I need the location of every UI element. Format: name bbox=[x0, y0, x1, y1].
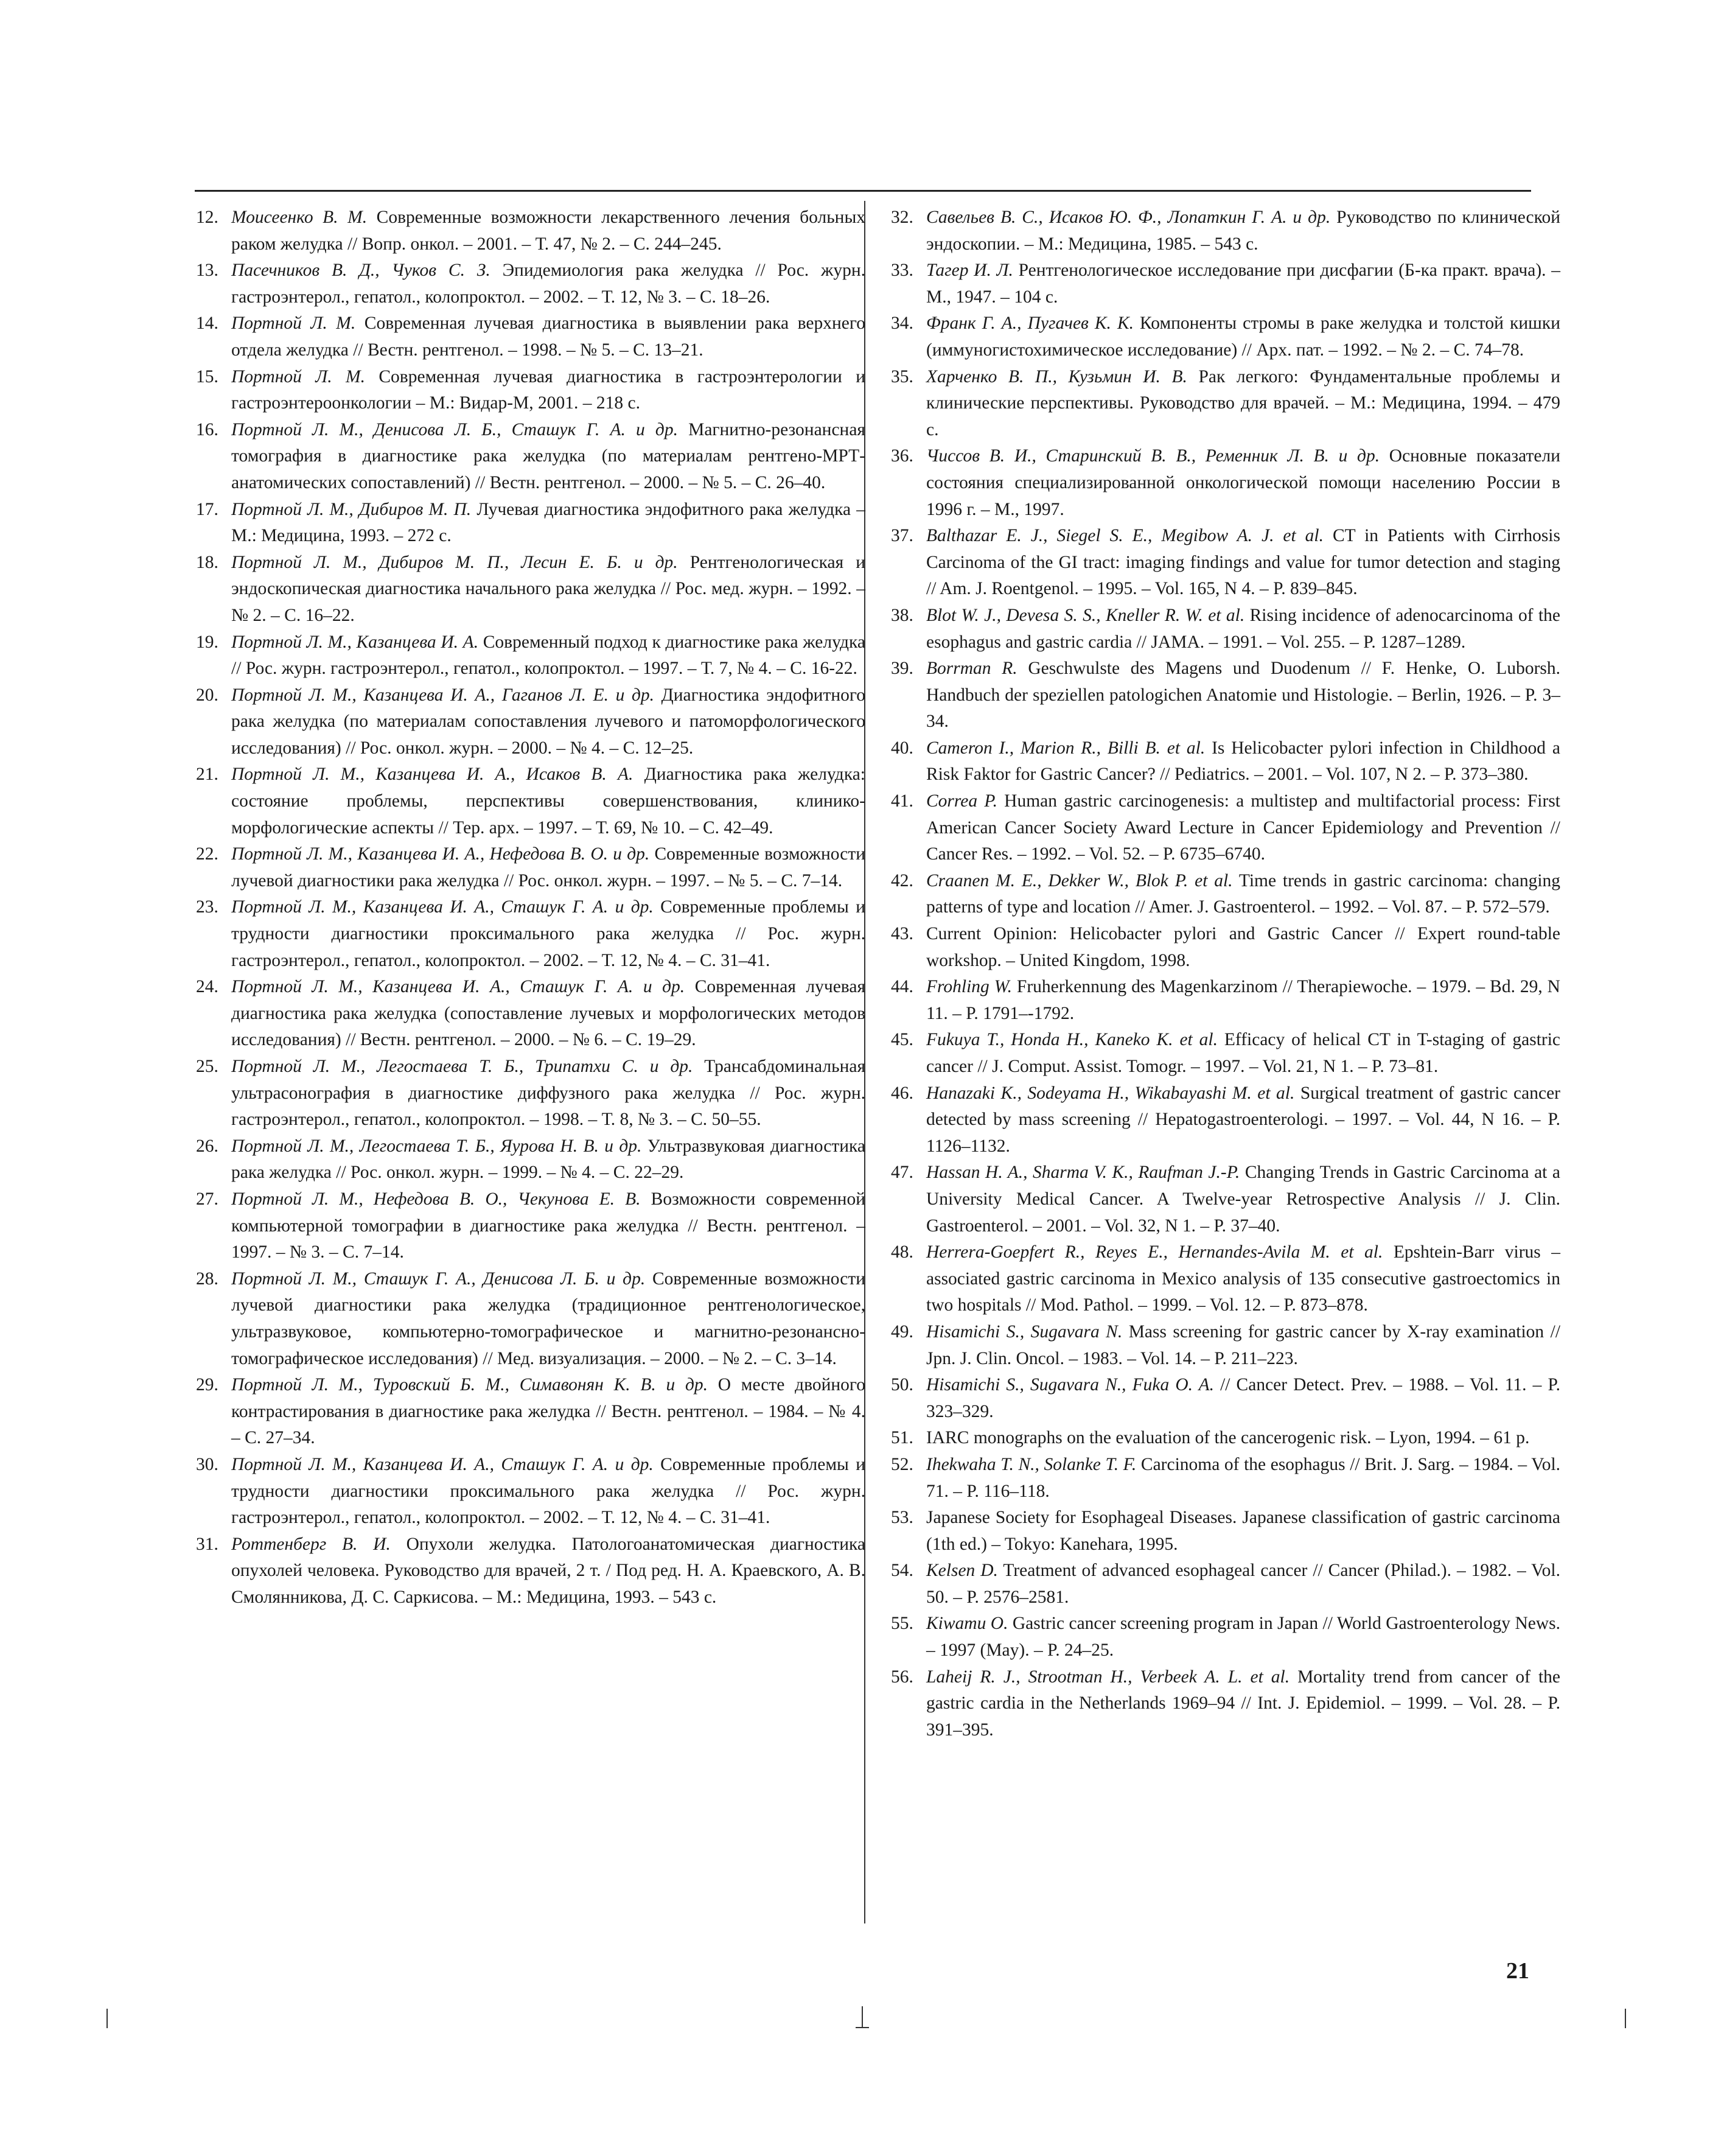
reference-text: Treatment of advanced esophageal cancer // Cancer (Philad.). – 1982. – Vol. 50. – P. 2576–2581. bbox=[926, 1561, 1561, 1607]
reference-entry bbox=[196, 550, 865, 629]
reference-body bbox=[231, 417, 865, 497]
reference-authors: Blot W. J., Devesa S. S., Kneller R. W. et al. bbox=[926, 605, 1245, 625]
reference-number: 39. bbox=[891, 659, 913, 679]
reference-authors: Савельев В. С., Исаков Ю. Ф., Лопаткин Г. А. и др. bbox=[926, 208, 1331, 227]
reference-body bbox=[231, 1372, 865, 1452]
reference-number: 26. bbox=[196, 1136, 218, 1156]
reference-entry bbox=[196, 205, 865, 257]
reference-authors: Hisamichi S., Sugavara N. bbox=[926, 1321, 1123, 1342]
reference-text: Efficacy of helical CT in T-staging of gastric cancer // J. Comput. Assist. Tomogr. – 1997. – Vol. 21, N 1. – P. 73–81. bbox=[926, 1030, 1561, 1076]
reference-body bbox=[231, 894, 865, 974]
reference-text: О месте двойного контрастирования в диагностике рака желудка // Вестн. рентгенол. – 1984. – № 4. – С. 27–34. bbox=[231, 1375, 866, 1448]
reference-authors: Cameron I., Marion R., Billi B. et al. bbox=[926, 738, 1206, 758]
reference-body bbox=[926, 1558, 1560, 1611]
reference-text: Ультразвуковая диагностика рака желудка // Рос. онкол. журн. – 1999. – № 4. – С. 22–29. bbox=[231, 1136, 865, 1183]
reference-entry bbox=[196, 974, 865, 1054]
reference-body bbox=[231, 550, 865, 629]
reference-text: Современные возможности лучевой диагностики рака желудка // Рос. онкол. журн. – 1997. – № 5. – С. 7–14. bbox=[231, 844, 865, 891]
reference-body bbox=[926, 1425, 1560, 1452]
reference-text: Руководство по клинической эндоскопии. – М.: Медицина, 1985. – 543 с. bbox=[926, 208, 1561, 254]
reference-text: Современные проблемы и трудности диагностики проксимального рака желудка // Рос. журн. гастроэнтерол., гепатол., колопроктол. – 2002. – Т. 12, № 4. – С. 31–41. bbox=[231, 1454, 866, 1528]
reference-body bbox=[926, 257, 1560, 310]
reference-text: Is Helicobacter pylori infection in Childhood a Risk Faktor for Gastric Cancer? // Pediatrics. – 2001. – Vol. 107, N 2. – P. 373–380. bbox=[926, 738, 1560, 785]
reference-entry bbox=[891, 1452, 1560, 1505]
reference-authors: Портной Л. М., Казанцева И. А., Нефедова В. О. и др. bbox=[231, 844, 650, 864]
reference-number: 44. bbox=[891, 977, 913, 997]
reference-body bbox=[231, 310, 865, 363]
reference-body bbox=[926, 974, 1560, 1027]
reference-authors: Hassan H. A., Sharma V. K., Raufman J.-P. bbox=[926, 1163, 1240, 1183]
reference-authors: Balthazar E. J., Siegel S. E., Megibow A. J. et al. bbox=[926, 526, 1324, 546]
reference-body bbox=[926, 205, 1560, 257]
reference-body bbox=[231, 841, 865, 894]
reference-authors: Correa P. bbox=[926, 791, 997, 811]
reference-entry bbox=[891, 1664, 1560, 1744]
reference-entry bbox=[196, 364, 865, 417]
reference-text: Geschwulste des Magens und Duodenum // F. Henke, O. Luborsh. Handbuch der speziellen patologichen Anatomie und Histologie. – Berlin, 1926. – P. 3–34. bbox=[926, 659, 1560, 732]
reference-number: 18. bbox=[196, 552, 218, 572]
reference-body bbox=[231, 1452, 865, 1531]
reference-text: Mortality trend from cancer of the gastric cardia in the Netherlands 1969–94 // Int. J. Epidemiol. – 1999. – Vol. 28. – P. 391–395. bbox=[926, 1667, 1561, 1740]
reference-body bbox=[926, 1239, 1560, 1319]
reference-authors: Портной Л. М., Легостаева Т. Б., Яурова Н. В. и др. bbox=[231, 1136, 642, 1156]
reference-entry bbox=[891, 974, 1560, 1027]
reference-entry bbox=[891, 1611, 1560, 1664]
reference-text: Современная лучевая диагностика в гастроэнтерологии и гастроэнтероонкологии – М.: Видар-М, 2001. – 218 с. bbox=[231, 366, 866, 413]
reference-entry bbox=[891, 443, 1560, 523]
reference-entry bbox=[891, 921, 1560, 974]
reference-body bbox=[926, 1027, 1560, 1080]
reference-number: 55. bbox=[891, 1614, 913, 1634]
reference-body bbox=[231, 205, 865, 257]
reference-text: Современный подход к диагностике рака желудка // Рос. журн. гастроэнтерол., гепатол., колопроктол. – 1997. – Т. 7, № 4. – С. 16-22. bbox=[231, 632, 865, 679]
reference-text: Возможности современной компьютерной томографии в диагностике рака желудка // Вестн. рентгенол. – 1997. – № 3. – С. 7–14. bbox=[231, 1189, 866, 1262]
reference-authors: Портной Л. М., Дибиров М. П. bbox=[231, 499, 472, 519]
reference-number: 56. bbox=[891, 1667, 913, 1687]
reference-entry bbox=[891, 1505, 1560, 1558]
reference-authors: Портной Л. М., Денисова Л. Б., Сташук Г. А. и др. bbox=[231, 419, 678, 439]
reference-text: Рентгенологическое исследование при дисфагии (Б-ка практ. врача). – М., 1947. – 104 с. bbox=[926, 261, 1560, 307]
reference-entry bbox=[196, 417, 865, 497]
crop-mark-center-base bbox=[856, 2027, 869, 2028]
reference-entry bbox=[891, 868, 1560, 921]
reference-text: Компоненты стромы в раке желудка и толстой кишки (иммуногистохимическое исследование) // Арх. пат. – 1992. – № 2. – С. 74–78. bbox=[926, 313, 1560, 360]
reference-entry bbox=[196, 629, 865, 682]
reference-authors: Портной Л. М., Казанцева И. А., Сташук Г. А. и др. bbox=[231, 977, 685, 997]
page-number: 21 bbox=[1506, 1958, 1529, 1984]
reference-text: Современные возможности лучевой диагностики рака желудка (традиционное рентгенологическое, ультразвуковое, компьютерно-томографическое и магнитно-резонансно-томографическое исследования) // Мед. визуализация. – 2000. – № 2. – С. 3–14. bbox=[231, 1269, 866, 1368]
top-rule bbox=[195, 190, 1531, 192]
references-right-column bbox=[891, 205, 1560, 1743]
reference-number: 32. bbox=[891, 208, 913, 227]
reference-text: Опухоли желудка. Патологоанатомическая диагностика опухолей человека. Руководство для врачей, 2 т. / Под ред. Н. А. Краевского, А. В. Смолянникова, Д. С. Саркисова. – М.: Медицина, 1993. – 543 с. bbox=[231, 1534, 865, 1607]
reference-number: 20. bbox=[196, 685, 218, 705]
reference-text: Диагностика рака желудка: состояние проблемы, перспективы совершенствования, клинико-морфологические аспекты // Тер. арх. – 1997. – Т. 69, № 10. – С. 42–49. bbox=[231, 765, 865, 838]
reference-body bbox=[926, 656, 1560, 735]
reference-authors: Herrera-Goepfert R., Reyes E., Hernandes-Avila M. et al. bbox=[926, 1242, 1383, 1262]
reference-number: 47. bbox=[891, 1163, 913, 1183]
reference-number: 42. bbox=[891, 870, 913, 891]
reference-text: Epshtein-Barr virus – associated gastric carcinoma in Mexico analysis of 135 consecutive gastroectomics in two hospitals // Mod. Pathol. – 1999. – Vol. 12. – P. 873–878. bbox=[926, 1242, 1561, 1315]
reference-text: Современные возможности лекарственного лечения больных раком желудка // Вопр. онкол. – 2001. – Т. 47, № 2. – С. 244–245. bbox=[231, 208, 866, 254]
reference-authors: Портной Л. М., Нефедова В. О., Чекунова Е. В. bbox=[231, 1189, 641, 1209]
reference-authors: Портной Л. М., Сташук Г. А., Денисова Л. Б. и др. bbox=[231, 1269, 646, 1289]
reference-entry bbox=[891, 1425, 1560, 1452]
reference-authors: Моисеенко В. М. bbox=[231, 208, 368, 227]
reference-authors: Портной Л. М., Казанцева И. А., Сташук Г. А. и др. bbox=[231, 1454, 654, 1474]
reference-entry bbox=[196, 1186, 865, 1266]
reference-entry bbox=[196, 1133, 865, 1186]
reference-text: Современные проблемы и трудности диагностики проксимального рака желудка // Рос. журн. гастроэнтерол., гепатол., колопроктол. – 2002. – Т. 12, № 4. – С. 31–41. bbox=[231, 897, 866, 970]
reference-entry bbox=[891, 1160, 1560, 1239]
reference-entry bbox=[891, 735, 1560, 788]
reference-entry bbox=[891, 1027, 1560, 1080]
reference-text: Japanese Society for Esophageal Diseases. Japanese classification of gastric carcinoma (1th ed.) – Tokyo: Kanehara, 1995. bbox=[926, 1508, 1560, 1554]
reference-authors: Портной Л. М., Казанцева И. А., Гаганов Л. Е. и др. bbox=[231, 685, 655, 705]
reference-number: 14. bbox=[196, 313, 218, 334]
reference-authors: Роттенберг В. И. bbox=[231, 1534, 391, 1554]
reference-text: Магнитно-резонансная томография в диагностике рака желудка (по материалам рентгено-МРТ-анатомических сопоставлений) // Вестн. рентгенол. – 2000. – № 5. – С. 26–40. bbox=[231, 419, 865, 492]
reference-authors: Портной Л. М., Казанцева И. А. bbox=[231, 632, 479, 652]
reference-text: Carcinoma of the esophagus // Brit. J. Sarg. – 1984. – Vol. 71. – P. 116–118. bbox=[926, 1454, 1561, 1501]
reference-body bbox=[231, 364, 865, 417]
reference-number: 29. bbox=[196, 1375, 218, 1395]
reference-body bbox=[926, 443, 1560, 523]
reference-number: 41. bbox=[891, 791, 913, 811]
reference-authors: Портной Л. М., Дибиров М. П., Лесин Е. Б. и др. bbox=[231, 552, 678, 572]
reference-number: 22. bbox=[196, 844, 218, 864]
reference-body bbox=[926, 364, 1560, 444]
reference-number: 48. bbox=[891, 1242, 913, 1262]
reference-entry bbox=[891, 205, 1560, 257]
reference-number: 19. bbox=[196, 632, 218, 652]
reference-number: 12. bbox=[196, 208, 218, 227]
reference-entry bbox=[196, 682, 865, 762]
reference-number: 49. bbox=[891, 1321, 913, 1342]
reference-number: 28. bbox=[196, 1269, 218, 1289]
reference-text: CT in Patients with Cirrhosis Carcinoma of the GI tract: imaging findings and value for tumor detection and staging // Am. J. Roentgenol. – 1995. – Vol. 165, N 4. – P. 839–845. bbox=[926, 526, 1560, 599]
reference-number: 34. bbox=[891, 313, 913, 334]
reference-text: // Cancer Detect. Prev. – 1988. – Vol. 11. – P. 323–329. bbox=[926, 1375, 1561, 1421]
reference-number: 40. bbox=[891, 738, 913, 758]
reference-body bbox=[926, 603, 1560, 656]
reference-entry bbox=[891, 1319, 1560, 1372]
reference-body bbox=[926, 1160, 1560, 1239]
reference-entry bbox=[196, 1531, 865, 1611]
reference-number: 16. bbox=[196, 419, 218, 439]
reference-authors: Портной Л. М. bbox=[231, 313, 356, 334]
reference-number: 52. bbox=[891, 1454, 913, 1474]
reference-entry bbox=[196, 841, 865, 894]
reference-number: 23. bbox=[196, 897, 218, 917]
reference-entry bbox=[196, 894, 865, 974]
reference-authors: Портной Л. М., Казанцева И. А., Исаков В. А. bbox=[231, 765, 633, 785]
reference-number: 36. bbox=[891, 446, 913, 466]
reference-text: Лучевая диагностика эндофитного рака желудка – М.: Медицина, 1993. – 272 с. bbox=[231, 499, 865, 546]
reference-body bbox=[926, 868, 1560, 921]
reference-text: Human gastric carcinogenesis: a multistep and multifactorial process: First American Cancer Society Award Lecture in Cancer Epidemiology and Prevention // Cancer Res. – 1992. – Vol. 52. – P. 6735–6740. bbox=[926, 791, 1560, 864]
reference-entry bbox=[196, 1372, 865, 1452]
reference-entry bbox=[196, 761, 865, 841]
reference-entry bbox=[196, 497, 865, 550]
reference-authors: Портной Л. М., Казанцева И. А., Сташук Г. А. и др. bbox=[231, 897, 654, 917]
reference-entry bbox=[196, 1452, 865, 1531]
reference-number: 38. bbox=[891, 605, 913, 625]
reference-authors: Харченко В. П., Кузьмин И. В. bbox=[926, 366, 1187, 387]
reference-text: Mass screening for gastric cancer by X-ray examination // Jpn. J. Clin. Oncol. – 1983. – Vol. 14. – P. 211–223. bbox=[926, 1321, 1561, 1368]
reference-authors: Портной Л. М. bbox=[231, 366, 365, 387]
reference-number: 13. bbox=[196, 261, 218, 281]
reference-body bbox=[926, 1319, 1560, 1372]
reference-number: 51. bbox=[891, 1428, 913, 1448]
reference-text: Современная лучевая диагностика рака желудка (сопоставление лучевых и морфологических методов исследования) // Вестн. рентгенол. – 2000. – № 6. – С. 19–29. bbox=[231, 977, 866, 1050]
reference-entry bbox=[891, 523, 1560, 603]
reference-text: Рак легкого: Фундаментальные проблемы и клинические перспективы. Руководство для врачей. – М.: Медицина, 1994. – 479 с. bbox=[926, 366, 1561, 439]
reference-text: Surgical treatment of gastric cancer detected by mass screening // Hepatogastroenterologi. – 1997. – Vol. 44, N 16. – P. 1126–1132. bbox=[926, 1083, 1560, 1156]
reference-authors: Портной Л. М., Туровский Б. М., Симавонян К. В. и др. bbox=[231, 1375, 708, 1395]
reference-authors: Пасечников В. Д., Чуков С. З. bbox=[231, 261, 490, 281]
reference-text: Диагностика эндофитного рака желудка (по материалам сопоставления лучевого и патоморфологического исследования) // Рос. онкол. журн. – 2000. – № 4. – С. 12–25. bbox=[231, 685, 866, 758]
reference-number: 54. bbox=[891, 1561, 913, 1581]
reference-text: Time trends in gastric carcinoma: changing patterns of type and location // Amer. J. Gastroenterol. – 1992. – Vol. 87. – P. 572–579. bbox=[926, 870, 1561, 917]
reference-body bbox=[926, 1664, 1560, 1744]
reference-number: 53. bbox=[891, 1508, 913, 1528]
reference-entry bbox=[891, 788, 1560, 868]
reference-text: Gastric cancer screening program in Japan // World Gastroenterology News. – 1997 (May). – P. 24–25. bbox=[926, 1614, 1561, 1661]
reference-number: 35. bbox=[891, 366, 913, 387]
reference-entry bbox=[196, 1054, 865, 1133]
reference-body bbox=[926, 1505, 1560, 1558]
reference-body bbox=[926, 735, 1560, 788]
reference-authors: Laheij R. J., Strootman H., Verbeek A. L. et al. bbox=[926, 1667, 1290, 1687]
reference-body bbox=[926, 921, 1560, 974]
reference-body bbox=[231, 761, 865, 841]
reference-body bbox=[231, 1186, 865, 1266]
reference-authors: Craanen M. E., Dekker W., Blok P. et al. bbox=[926, 870, 1233, 891]
reference-authors: Франк Г. А., Пугачев К. К. bbox=[926, 313, 1134, 334]
reference-entry bbox=[891, 1239, 1560, 1319]
reference-entry bbox=[891, 1080, 1560, 1160]
reference-body bbox=[926, 310, 1560, 363]
reference-number: 21. bbox=[196, 765, 218, 785]
reference-body bbox=[926, 1372, 1560, 1425]
reference-number: 15. bbox=[196, 366, 218, 387]
reference-body bbox=[231, 257, 865, 310]
reference-body bbox=[231, 682, 865, 762]
crop-mark-center bbox=[862, 2006, 863, 2027]
reference-entry bbox=[891, 310, 1560, 363]
crop-mark-right bbox=[1625, 2009, 1626, 2028]
reference-body bbox=[926, 788, 1560, 868]
reference-number: 33. bbox=[891, 261, 913, 281]
reference-number: 30. bbox=[196, 1454, 218, 1474]
reference-number: 27. bbox=[196, 1189, 218, 1209]
reference-body bbox=[231, 1133, 865, 1186]
reference-number: 43. bbox=[891, 924, 913, 944]
reference-number: 45. bbox=[891, 1030, 913, 1050]
reference-body bbox=[231, 629, 865, 682]
reference-body bbox=[231, 1054, 865, 1133]
reference-body bbox=[231, 974, 865, 1054]
reference-number: 17. bbox=[196, 499, 218, 519]
reference-entry bbox=[891, 656, 1560, 735]
reference-text: Fruherkennung des Magenkarzinom // Therapiewoche. – 1979. – Bd. 29, N 11. – P. 1791–-1792. bbox=[926, 977, 1560, 1023]
reference-body bbox=[926, 523, 1560, 603]
reference-text: Changing Trends in Gastric Carcinoma at a University Medical Cancer. A Twelve-year Retrospective Analysis // J. Clin. Gastroenterol. – 2001. – Vol. 32, N 1. – P. 37–40. bbox=[926, 1163, 1560, 1236]
reference-authors: Ihekwaha T. N., Solanke T. F. bbox=[926, 1454, 1137, 1474]
reference-entry bbox=[196, 310, 865, 363]
reference-entry bbox=[196, 257, 865, 310]
reference-text: Рентгенологическая и эндоскопическая диагностика начального рака желудка // Рос. мед. журн. – 1992. – № 2. – С. 16–22. bbox=[231, 552, 866, 625]
reference-number: 24. bbox=[196, 977, 218, 997]
reference-authors: Borrman R. bbox=[926, 659, 1017, 679]
reference-text: Current Opinion: Helicobacter pylori and Gastric Cancer // Expert round-table workshop. – United Kingdom, 1998. bbox=[926, 924, 1560, 970]
reference-entry bbox=[891, 1558, 1560, 1611]
reference-body bbox=[231, 1531, 865, 1611]
reference-authors: Hanazaki K., Sodeyama H., Wikabayashi M. et al. bbox=[926, 1083, 1295, 1103]
reference-number: 37. bbox=[891, 526, 913, 546]
reference-authors: Тагер И. Л. bbox=[926, 261, 1013, 281]
reference-text: IARC monographs on the evaluation of the cancerogenic risk. – Lyon, 1994. – 61 p. bbox=[926, 1428, 1530, 1448]
reference-body bbox=[926, 1452, 1560, 1505]
reference-entry bbox=[891, 603, 1560, 656]
reference-number: 46. bbox=[891, 1083, 913, 1103]
reference-body bbox=[926, 1080, 1560, 1160]
references-left-column bbox=[196, 205, 865, 1611]
reference-authors: Fukuya T., Honda H., Kaneko K. et al. bbox=[926, 1030, 1218, 1050]
reference-authors: Frohling W. bbox=[926, 977, 1012, 997]
reference-authors: Чиссов В. И., Старинский В. В., Ременник Л. В. и др. bbox=[926, 446, 1380, 466]
reference-authors: Портной Л. М., Легостаева Т. Б., Трипатхи С. и др. bbox=[231, 1057, 693, 1076]
reference-authors: Kiwamu O. bbox=[926, 1614, 1008, 1634]
reference-text: Rising incidence of adenocarcinoma of the esophagus and gastric cardia // JAMA. – 1991. – Vol. 255. – P. 1287–1289. bbox=[926, 605, 1561, 652]
reference-number: 31. bbox=[196, 1534, 218, 1554]
reference-entry bbox=[891, 257, 1560, 310]
reference-body bbox=[926, 1611, 1560, 1664]
reference-entry bbox=[891, 1372, 1560, 1425]
reference-entry bbox=[891, 364, 1560, 444]
reference-authors: Kelsen D. bbox=[926, 1561, 998, 1581]
reference-authors: Hisamichi S., Sugavara N., Fuka O. A. bbox=[926, 1375, 1214, 1395]
reference-body bbox=[231, 497, 865, 550]
reference-number: 25. bbox=[196, 1057, 218, 1076]
reference-text: Основные показатели состояния специализированной онкологической помощи населению России в 1996 г. – М., 1997. bbox=[926, 446, 1560, 519]
reference-text: Трансабдоминальная ультрасонография в диагностике диффузного рака желудка // Рос. журн. гастроэнтерол., гепатол., колопроктол. – 1998. – Т. 8, № 3. – С. 50–55. bbox=[231, 1057, 866, 1130]
reference-text: Эпидемиология рака желудка // Рос. журн. гастроэнтерол., гепатол., колопроктол. – 2002. – Т. 12, № 3. – С. 18–26. bbox=[231, 261, 866, 307]
reference-text: Современная лучевая диагностика в выявлении рака верхнего отдела желудка // Вестн. рентгенол. – 1998. – № 5. – С. 13–21. bbox=[231, 313, 866, 360]
reference-number: 50. bbox=[891, 1375, 913, 1395]
reference-entry bbox=[196, 1266, 865, 1372]
crop-mark-left bbox=[106, 2009, 108, 2028]
reference-body bbox=[231, 1266, 865, 1372]
